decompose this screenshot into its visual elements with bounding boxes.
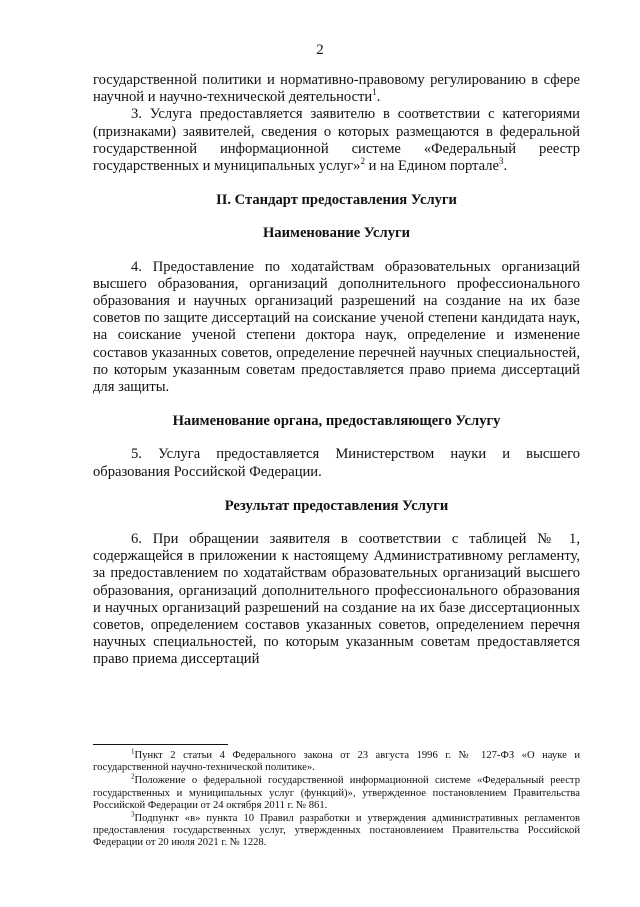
footnote-1 — [93, 747, 580, 774]
paragraph-text: и на Едином портале — [364, 158, 499, 175]
footnote-separator — [93, 744, 228, 745]
footnote-ref-2[interactable]: 2 — [360, 156, 365, 167]
footnote-ref-1[interactable]: 1 — [372, 87, 377, 98]
footnote-mark: 1 — [131, 747, 135, 756]
footnote-3 — [93, 810, 580, 850]
subheading-organ: Наименование органа, предоставляющего Услугу — [172, 413, 501, 430]
footnote-mark: 3 — [131, 810, 135, 819]
paragraph-5: 5. Услуга предоставляется Министерством науки и высшего образования Российской Федерации. — [93, 446, 580, 480]
footnote-text: Подпункт «в» пункта 10 Правил разработки и утверждения административных регламентов предоставления государственных услуг, утвержденных постановлением Правительства Российской Федерации от 20 июля 2021 г. № 1228. — [93, 813, 580, 849]
footnote-2 — [93, 772, 580, 812]
paragraph-end: . — [503, 158, 508, 175]
paragraph-3 — [93, 106, 580, 175]
footnote-mark: 2 — [131, 772, 135, 781]
paragraph-end: . — [376, 89, 381, 106]
paragraph-text: государственной политики и нормативно-правовому регулированию в сфере научной и научно-технической деятельности — [93, 72, 580, 106]
footnote-text: Пункт 2 статьи 4 Федерального закона от 23 августа 1996 г. № 127-ФЗ «О науке и государственной научно-технической политике». — [93, 750, 580, 774]
section-heading: II. Стандарт предоставления Услуги — [216, 192, 457, 209]
subheading-service-name: Наименование Услуги — [262, 225, 411, 242]
page-number: 2 — [316, 42, 324, 58]
subheading-result: Результат предоставления Услуги — [224, 497, 449, 514]
footnote-text: Положение о федеральной государственной информационной системе «Федеральный реестр государственных и муниципальных услуг (функций)», утвержденное постановлением Правительства Российской Федерации от 24 октября 2011 г. № 861. — [93, 775, 580, 811]
paragraph-continuation — [93, 72, 580, 106]
footnote-ref-3[interactable]: 3 — [498, 156, 504, 167]
document-body — [93, 72, 580, 669]
paragraph-text: 3. Услуга предоставляется заявителю в соответствии с категориями (признаками) заявителей, сведения о которых размещаются в федеральной государственной информационной системе «Федеральный реестр государственных и муниципальных услуг» — [93, 106, 580, 175]
paragraph-6: 6. При обращении заявителя в соответствии с таблицей № 1, содержащейся в приложении к настоящему Административному регламенту, за предоставлением по ходатайствам образовательных организаций высшего образования, организаций дополнительного профессионального образования и научных организаций разрешений на создание на их базе диссертационных советов, определением составов указанных советов, определением перечня научных специальностей, по которым указанным советам предоставляется право приема диссертаций — [93, 531, 580, 668]
footnotes — [93, 747, 580, 851]
paragraph-4: 4. Предоставление по ходатайствам образовательных организаций высшего образования, организаций дополнительного профессионального образования и научных организаций разрешений на создание на их базе советов по защите диссертаций на соискание ученой степени кандидата наук, на соискание ученой степени доктора наук, определение и изменение составов указанных советов, определение перечней научных специальностей, по которым указанным советам предоставляется право приема диссертаций для защиты. — [93, 258, 580, 396]
